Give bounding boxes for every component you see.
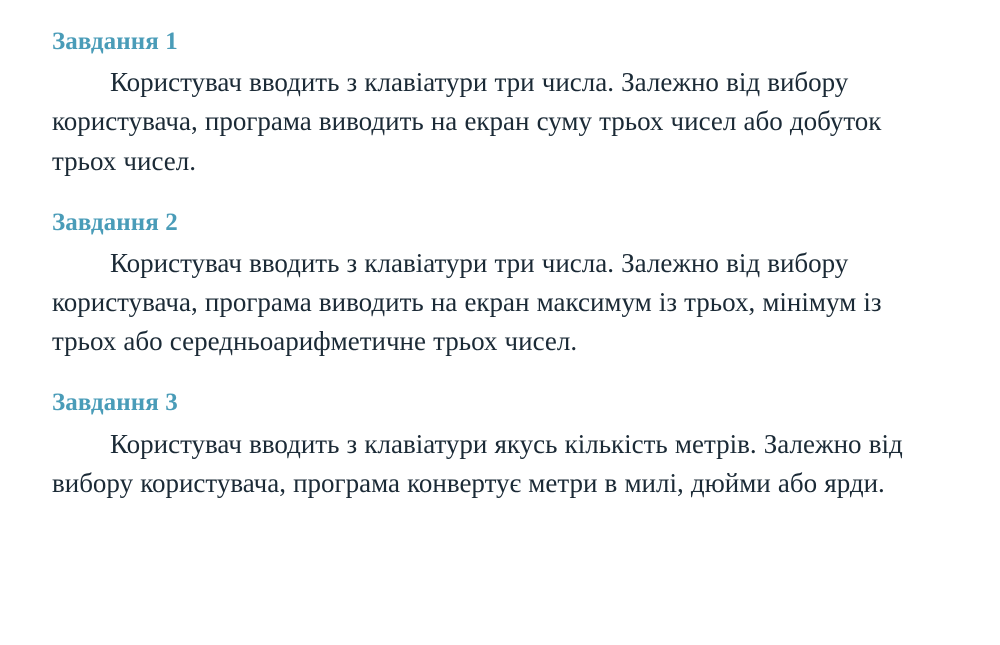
task-heading: Завдання 1 [52,28,178,55]
task-block-2 [52,207,940,362]
task-body: Користувач вводить з клавіатури три числа. Залежно від вибору користувача, програма виводить на екран максимум із трьох, мінімум із трьох або середньоарифметичне трьох чисел. [52,247,882,357]
task-body: Користувач вводить з клавіатури якусь кількість метрів. Залежно від вибору користувача, програма конвертує метри в милі, дюйми або ярди. [52,428,903,498]
task-block-1 [52,26,940,181]
task-block-3 [52,387,940,503]
task-heading: Завдання 3 [52,389,178,417]
task-heading: Завдання 2 [52,208,178,236]
task-body: Користувач вводить з клавіатури три числа. Залежно від вибору користувача, програма виводить на екран суму трьох чисел або добуток трьох чисел. [52,67,882,176]
